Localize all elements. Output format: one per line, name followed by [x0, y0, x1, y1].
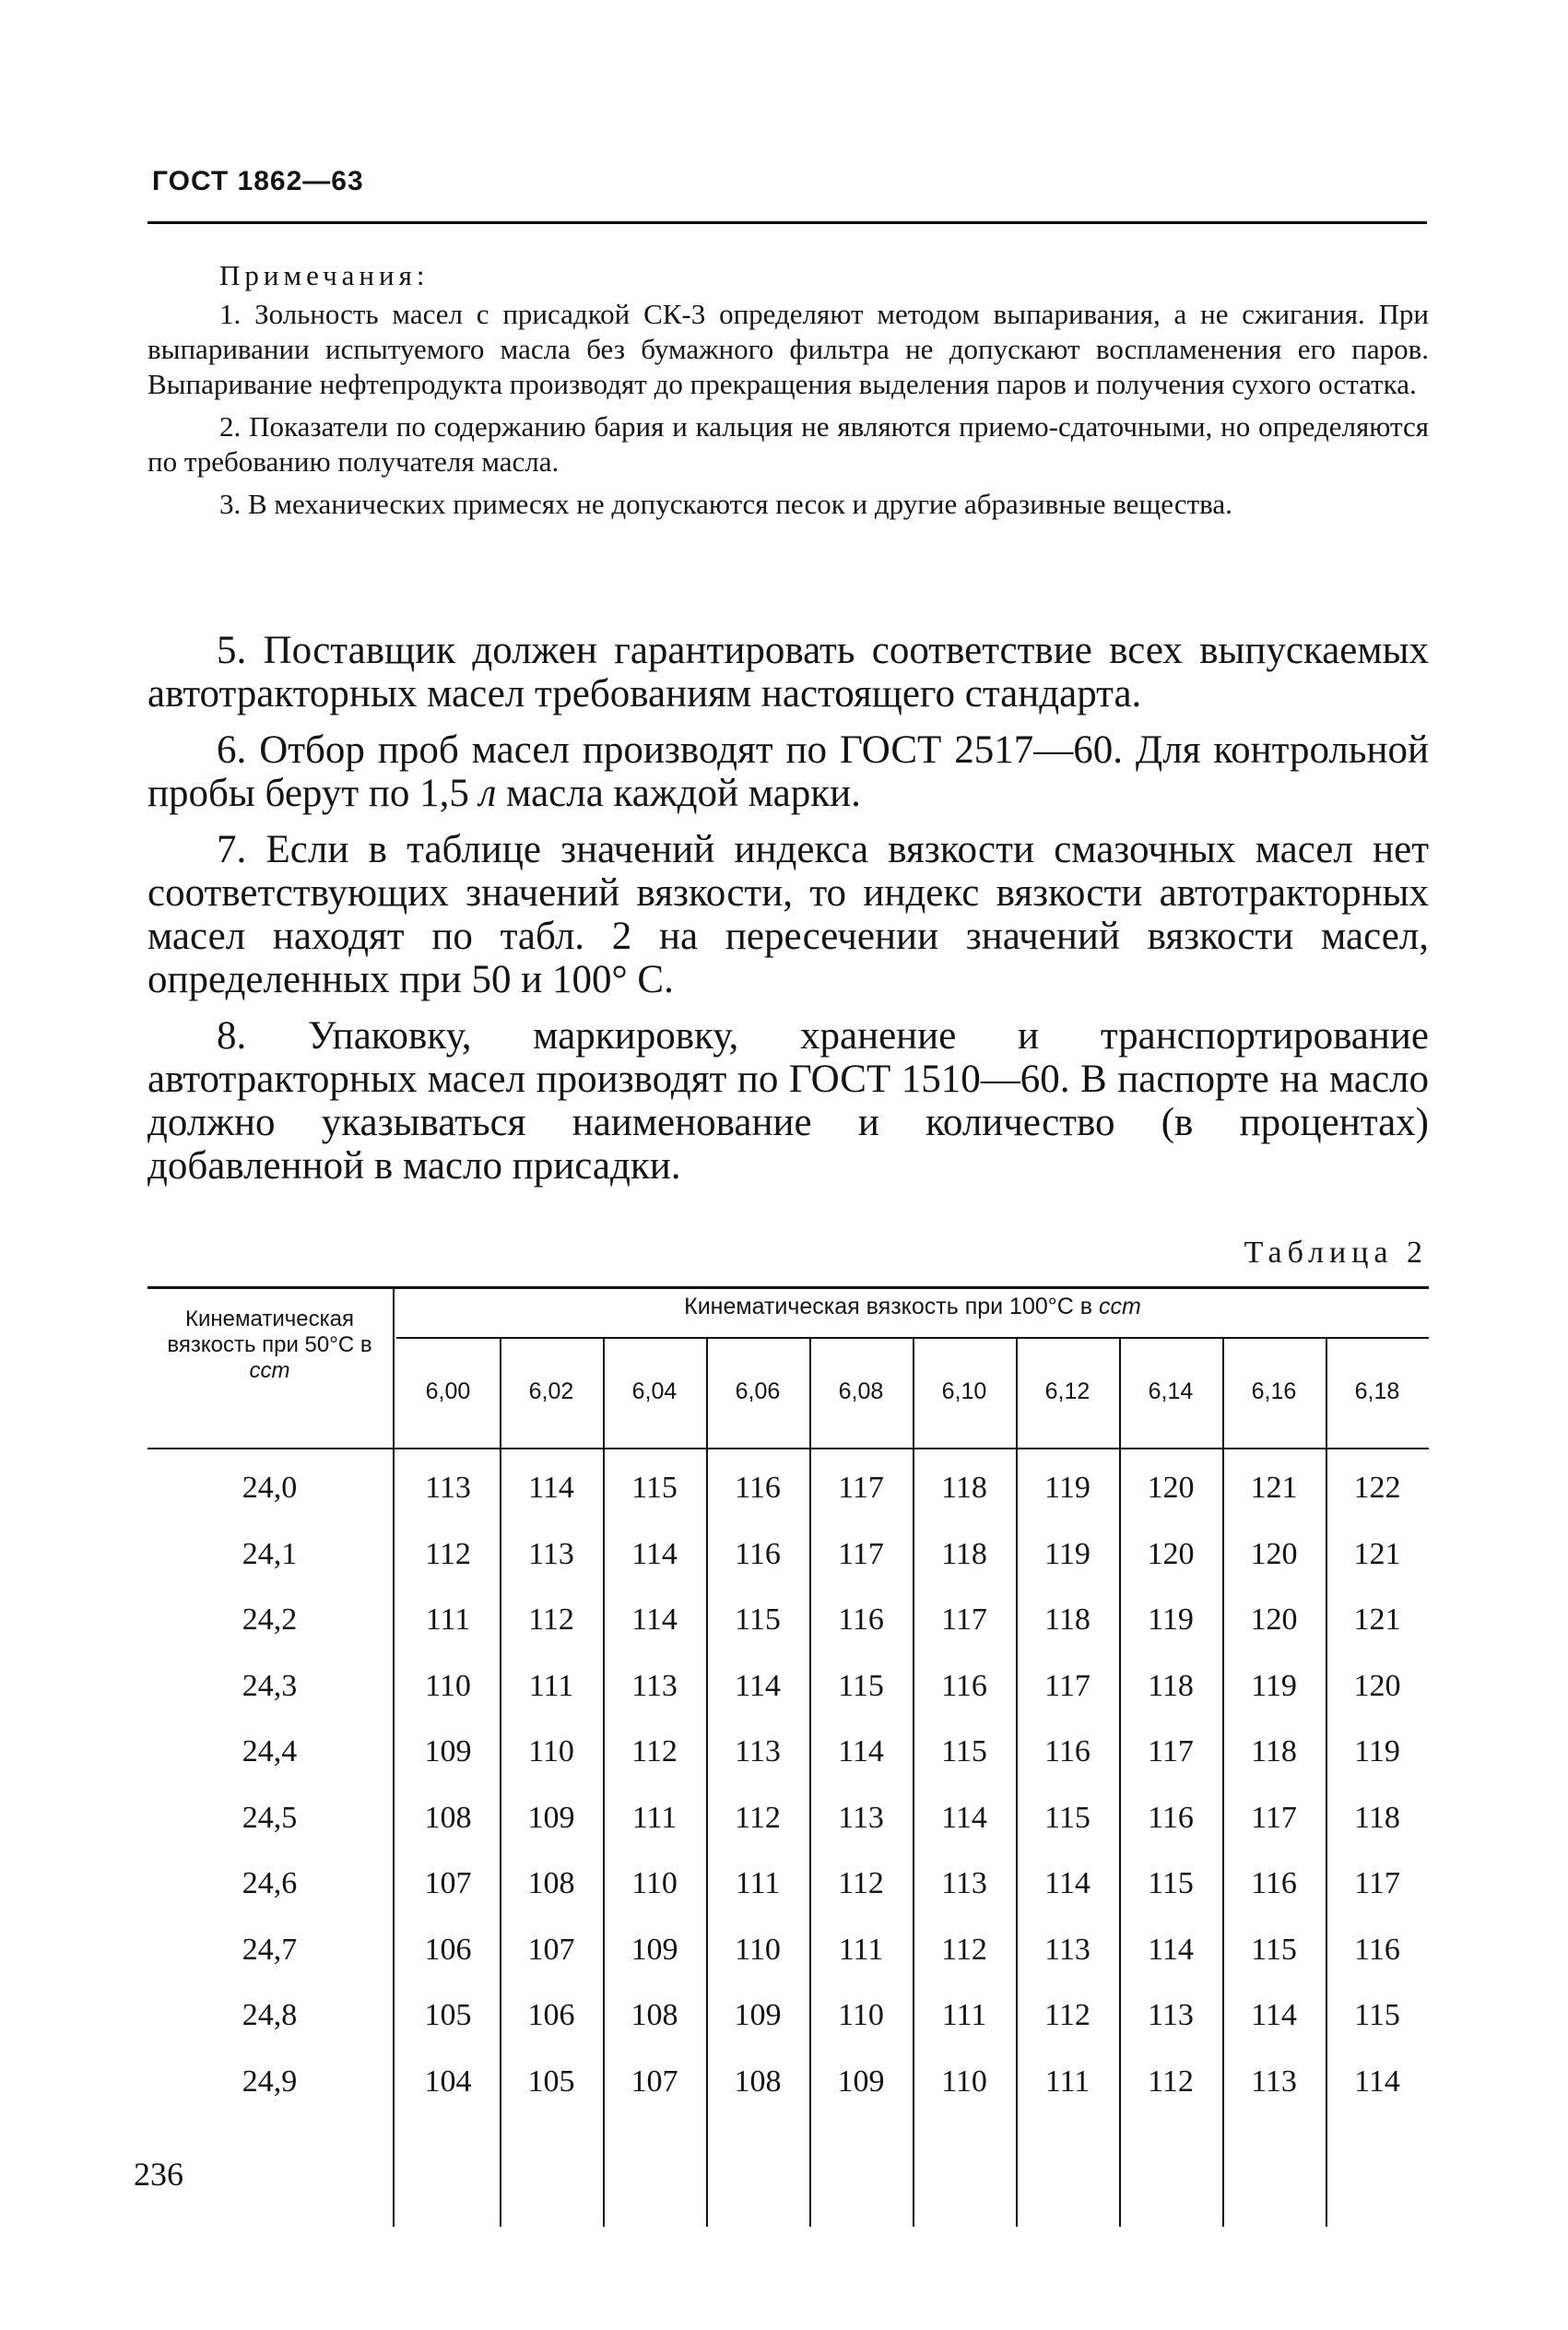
table-cell: 111	[735, 1866, 781, 1900]
table-cell: 117	[1148, 1734, 1194, 1768]
table-cell: 108	[527, 1866, 575, 1900]
header-divider	[147, 221, 1427, 224]
row-label: 24,9	[242, 2064, 298, 2099]
table-cell: 113	[631, 1668, 678, 1703]
row-label: 24,4	[242, 1734, 298, 1768]
table-cell: 120	[1353, 1668, 1401, 1703]
table-cell: 109	[631, 1932, 678, 1967]
stub-header-unit: сст	[249, 1358, 290, 1383]
table-cell: 111	[425, 1603, 471, 1637]
table-cell: 117	[838, 1536, 884, 1571]
paragraph-6-unit: л	[478, 772, 497, 815]
table-cell: 115	[1354, 1998, 1400, 2032]
table-cell: 118	[1044, 1603, 1091, 1637]
table-cell: 111	[838, 1932, 884, 1967]
row-label: 24,7	[242, 1932, 298, 1967]
table-cell: 106	[527, 1998, 575, 2032]
table-cell: 113	[941, 1866, 987, 1900]
table-cell: 115	[1251, 1932, 1297, 1967]
table-cell: 110	[735, 1932, 781, 1967]
table-cell: 121	[1353, 1536, 1401, 1571]
notes-section	[147, 258, 1429, 529]
table-cell: 114	[941, 1800, 987, 1835]
table-cell: 108	[424, 1800, 472, 1835]
table-cell: 119	[1044, 1536, 1091, 1571]
stub-header	[147, 1307, 392, 1384]
table-cell: 115	[941, 1734, 987, 1768]
table-cell: 121	[1353, 1603, 1401, 1637]
row-label: 24,6	[242, 1866, 298, 1900]
table-cell: 115	[735, 1603, 781, 1637]
table-cell: 105	[424, 1998, 472, 2032]
paragraph-6-text: 6. Отбор проб масел производят по ГОСТ 2517—60. Для контрольной пробы берут по 1,5	[147, 728, 1429, 815]
table-cell: 110	[631, 1866, 678, 1900]
table-cell: 117	[1251, 1800, 1297, 1835]
table-caption: Таблица 2	[1244, 1236, 1428, 1270]
viscosity-index-table	[147, 1286, 1429, 2227]
table-cell: 116	[1354, 1932, 1400, 1967]
table-cell: 115	[838, 1668, 884, 1703]
table-cell: 107	[424, 1866, 472, 1900]
table-header-rule	[147, 1448, 1429, 1449]
table-cell: 112	[1148, 2064, 1194, 2099]
table-cell: 114	[1251, 1998, 1297, 2032]
table-cell: 112	[528, 1603, 574, 1637]
table-cell: 114	[838, 1734, 884, 1768]
span-header	[396, 1294, 1429, 1320]
page-number: 236	[134, 2156, 183, 2193]
table-cell: 120	[1250, 1536, 1298, 1571]
table-cell: 114	[735, 1668, 781, 1703]
table-cell: 113	[1044, 1932, 1091, 1967]
table-cell: 119	[1044, 1471, 1091, 1505]
column-header: 6,12	[1044, 1378, 1091, 1404]
table-cell: 111	[528, 1668, 574, 1703]
column-header: 6,06	[735, 1378, 781, 1404]
table-cell: 107	[527, 1932, 575, 1967]
table-cell: 110	[838, 1998, 884, 2032]
table-cell: 113	[1251, 2064, 1297, 2099]
table-cell: 114	[1148, 1932, 1194, 1967]
table-cell: 118	[941, 1471, 987, 1505]
table-cell: 116	[735, 1471, 781, 1505]
table-cell: 112	[631, 1734, 678, 1768]
table-cell: 111	[631, 1800, 678, 1835]
span-header-text: Кинематическая вязкость при 100°С в	[684, 1294, 1093, 1319]
column-header: 6,16	[1251, 1378, 1297, 1404]
table-cell: 112	[425, 1536, 471, 1571]
span-header-unit: сст	[1099, 1294, 1141, 1319]
table-cell: 116	[1044, 1734, 1091, 1768]
note-2: 2. Показатели по содержанию бария и кальция не являются приемо-сдаточными, но определяются по требованию получателя масла.	[147, 410, 1429, 478]
table-cell: 115	[1044, 1800, 1091, 1835]
table-cell: 109	[424, 1734, 472, 1768]
table-cell: 107	[631, 2064, 678, 2099]
table-cell: 108	[631, 1998, 678, 2032]
table-cell: 115	[631, 1471, 678, 1505]
table-cell: 113	[1148, 1998, 1194, 2032]
table-cell: 118	[1251, 1734, 1297, 1768]
paragraph-6	[147, 728, 1429, 815]
table-cell: 114	[631, 1536, 678, 1571]
table-cell: 108	[734, 2064, 782, 2099]
table-cell: 109	[837, 2064, 885, 2099]
column-header: 6,00	[425, 1378, 471, 1404]
table-cell: 117	[941, 1603, 987, 1637]
table-cell: 116	[941, 1668, 987, 1703]
table-cell: 109	[527, 1800, 575, 1835]
table-cell: 117	[1354, 1866, 1400, 1900]
table-cell: 116	[1251, 1866, 1297, 1900]
table-cell: 119	[1148, 1603, 1194, 1637]
note-1: 1. Зольность масел с присадкой СК-3 определяют методом выпаривания, а не сжигания. При выпаривании испытуемого масла без бумажного фильтра не допускают воспламенения его паров. Выпаривание нефтепродукта производят до прекращения выделения паров и получения сухого остатка.	[147, 298, 1429, 400]
table-cell: 112	[1044, 1998, 1091, 2032]
document-header: ГОСТ 1862—63	[152, 166, 364, 196]
table-cell: 111	[941, 1998, 987, 2032]
column-divider	[393, 1286, 395, 2227]
table-cell: 113	[425, 1471, 471, 1505]
main-text	[147, 629, 1429, 1200]
column-header: 6,10	[941, 1378, 987, 1404]
table-cell: 114	[1354, 2064, 1400, 2099]
table-cell: 111	[1044, 2064, 1091, 2099]
row-label: 24,8	[242, 1998, 298, 2032]
table-cell: 109	[734, 1998, 782, 2032]
paragraph-8: 8. Упаковку, маркировку, хранение и транспортирование автотракторных масел производят по ГОСТ 1510—60. В паспорте на масло должно указываться наименование и количество (в процентах) добавленной в масло присадки.	[147, 1014, 1429, 1188]
table-cell: 120	[1250, 1603, 1298, 1637]
table-cell: 113	[735, 1734, 781, 1768]
column-header: 6,04	[631, 1378, 678, 1404]
table-cell: 116	[735, 1536, 781, 1571]
table-cell: 121	[1250, 1471, 1298, 1505]
table-top-rule	[147, 1286, 1429, 1289]
table-cell: 110	[425, 1668, 471, 1703]
row-label: 24,1	[242, 1536, 298, 1571]
table-cell: 119	[1354, 1734, 1400, 1768]
table-cell: 116	[838, 1603, 884, 1637]
row-label: 24,5	[242, 1800, 298, 1835]
column-header: 6,14	[1148, 1378, 1194, 1404]
table-cell: 113	[838, 1800, 884, 1835]
table-cell: 110	[941, 2064, 987, 2099]
table-cell: 122	[1353, 1471, 1401, 1505]
table-cell: 114	[528, 1471, 574, 1505]
paragraph-5: 5. Поставщик должен гарантировать соответствие всех выпускаемых автотракторных масел требованиям настоящего стандарта.	[147, 629, 1429, 716]
row-label: 24,3	[242, 1668, 298, 1703]
paragraph-6-tail: масла каждой марки.	[496, 772, 861, 815]
table-cell: 118	[1148, 1668, 1194, 1703]
table-cell: 106	[424, 1932, 472, 1967]
column-header: 6,18	[1354, 1378, 1400, 1404]
table-cell: 112	[838, 1866, 884, 1900]
table-cell: 114	[1044, 1866, 1091, 1900]
row-label: 24,2	[242, 1603, 298, 1637]
table-cell: 118	[1354, 1800, 1400, 1835]
table-cell: 118	[941, 1536, 987, 1571]
notes-title: Примечания:	[219, 259, 430, 291]
row-label: 24,0	[242, 1471, 298, 1505]
table-cell: 112	[735, 1800, 781, 1835]
table-cell: 119	[1251, 1668, 1297, 1703]
stub-header-text: Кинематическая вязкость при 50°С в	[167, 1307, 372, 1357]
column-header: 6,08	[838, 1378, 884, 1404]
table-cell: 120	[1147, 1471, 1195, 1505]
table-cell: 112	[941, 1932, 987, 1967]
table-cell: 115	[1148, 1866, 1194, 1900]
table-cell: 110	[528, 1734, 574, 1768]
note-3: 3. В механических примесях не допускаются песок и другие абразивные вещества.	[219, 488, 1232, 520]
table-cell: 105	[527, 2064, 575, 2099]
table-cell: 113	[528, 1536, 574, 1571]
column-header: 6,02	[528, 1378, 574, 1404]
table-cell: 104	[424, 2064, 472, 2099]
table-cell: 114	[631, 1603, 678, 1637]
table-cell: 117	[1044, 1668, 1091, 1703]
table-cell: 117	[838, 1471, 884, 1505]
table-cell: 116	[1148, 1800, 1194, 1835]
paragraph-7: 7. Если в таблице значений индекса вязкости смазочных масел нет соответствующих значений вязкости, то индекс вязкости автотракторных масел находят по табл. 2 на пересечении значений вязкости масел, определенных при 50 и 100° С.	[147, 828, 1429, 1001]
table-cell: 120	[1147, 1536, 1195, 1571]
